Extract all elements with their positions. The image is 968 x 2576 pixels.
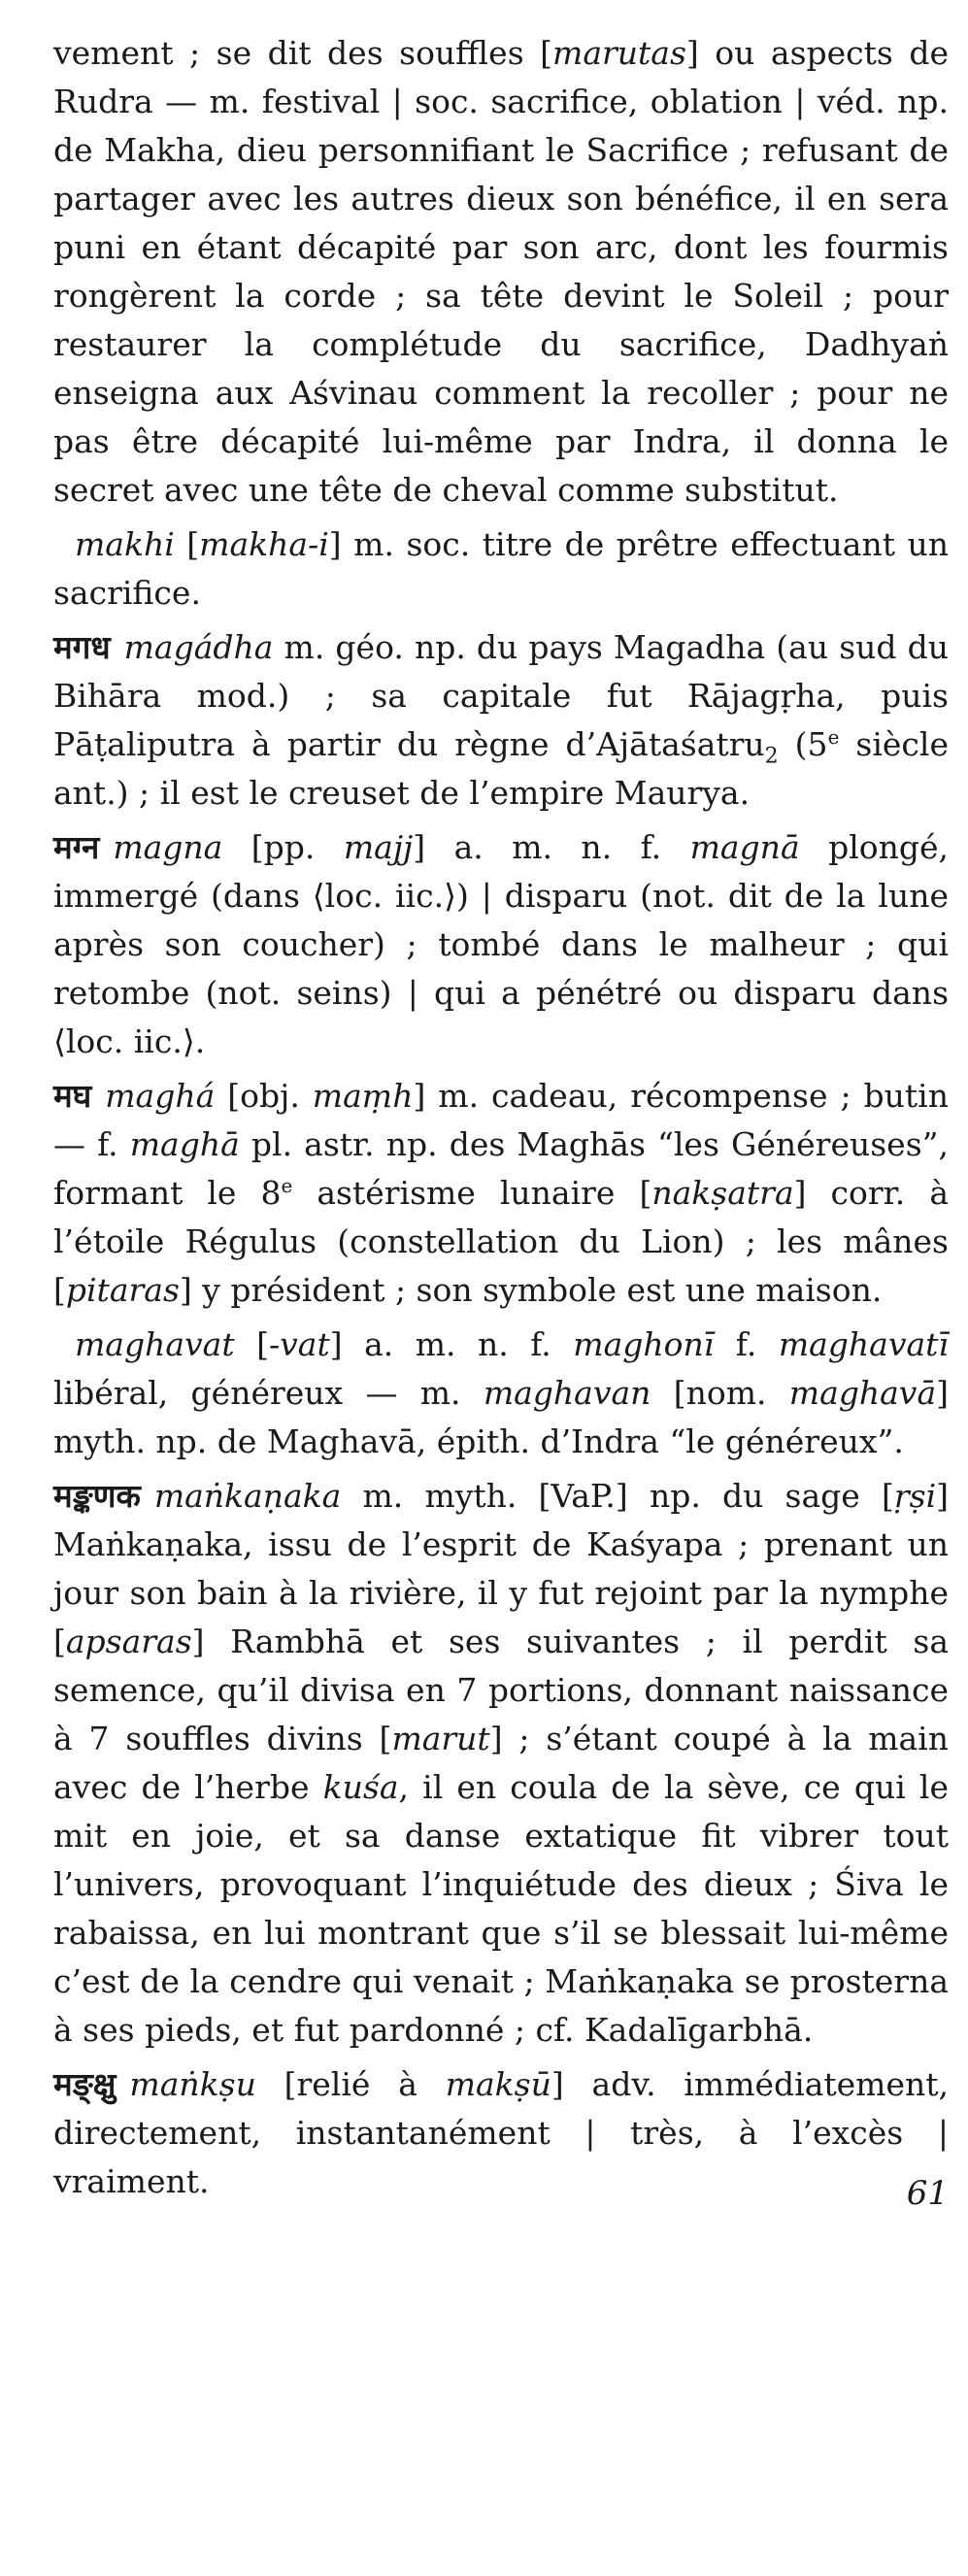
dictionary-entry-manksu — [53, 2060, 949, 2206]
entry-list — [53, 29, 949, 2206]
page-number: 61 — [906, 2174, 949, 2213]
devanagari-headword: मङ्क्षु — [53, 2065, 117, 2103]
dictionary-entry-magadha — [53, 623, 949, 818]
devanagari-headword: मघ — [53, 1077, 92, 1115]
dictionary-entry-maghavat — [53, 1321, 949, 1466]
entry-text: magádha m. géo. np. du pays Magadha (au sud du Bihāra mod.) ; sa capitale fut Rājagṛha, puis Pāṭaliputra à partir du règne d’Ajātaśatru$_2$ (5e siècle ant.) ; il est le creuset de l’empire Maurya. — [53, 628, 949, 812]
entry-text: maghá [obj. maṃh] m. cadeau, récompense ; butin — f. maghā pl. astr. np. des Maghās “les Généreuses”, formant le 8e astérisme lunaire [nakṣatra] corr. à l’étoile Régulus (constellation du Lion) ; les mânes [pitaras] y président ; son symbole est une maison. — [53, 1077, 949, 1309]
dictionary-page — [53, 29, 949, 2212]
dictionary-entry-makha-cont — [53, 29, 949, 515]
entry-text: maṅkaṇaka m. myth. [VaP.] np. du sage [ṛṣi] Maṅkaṇaka, issu de l’esprit de Kaśyapa ; prenant un jour son bain à la rivière, il y fut rejoint par la nymphe [apsaras] Rambhā et ses suivantes ; il perdit sa semence, qu’il divisa en 7 portions, donnant naissance à 7 souffles divins [marut] ; s’étant coupé à la main avec de l’herbe kuśa, il en coula de la sève, ce qui le mit en joie, et sa danse extatique fit vibrer tout l’univers, provoquant l’inquiétude des dieux ; Śiva le rabaissa, en lui montrant que s’il se blessait lui-même c’est de la cendre qui venait ; Maṅkaṇaka se prosterna à ses pieds, et fut pardonné ; cf. Kadalīgarbhā. — [53, 1477, 949, 2049]
entry-text: magna [pp. majj] a. m. n. f. magnā plongé, immergé (dans ⟨loc. iic.⟩) | disparu (not. dit de la lune après son coucher) ; tombé dans le malheur ; qui retombe (not. seins) | qui a pénétré ou disparu dans ⟨loc. iic.⟩. — [53, 828, 950, 1060]
entry-text: maghavat [-vat] a. m. n. f. maghonī f. maghavatī libéral, généreux — m. maghavan [nom. maghavā] myth. np. de Maghavā, épith. d’Indra “le généreux”. — [53, 1325, 949, 1460]
entry-text: maṅkṣu [relié à makṣū] adv. immédiatement, directement, instantanément | très, à l’excès | vraiment. — [53, 2065, 949, 2200]
entry-text: vement ; se dit des souffles [marutas] ou aspects de Rudra — m. festival | soc. sacrifice, oblation | véd. np. de Makha, dieu personnifiant le Sacrifice ; refusant de partager avec les autres dieux son bénéfice, il en sera puni en étant décapité par son arc, dont les fourmis rongèrent la corde ; sa tête devint le Soleil ; pour restaurer la complétude du sacrifice, Dadhyaṅ enseigna aux Aśvinau comment la recoller ; pour ne pas être décapité lui-même par Indra, il donna le secret avec une tête de cheval comme substitut. — [53, 34, 950, 509]
dictionary-entry-magna — [53, 823, 949, 1066]
entry-text: makhi [makha-i] m. soc. titre de prêtre effectuant un sacrifice. — [53, 525, 949, 612]
devanagari-headword: मग्न — [53, 828, 100, 866]
dictionary-entry-mankanaka — [53, 1472, 949, 2055]
dictionary-entry-magha — [53, 1072, 949, 1315]
devanagari-headword: मगध — [53, 628, 111, 666]
dictionary-entry-makhi — [53, 520, 949, 618]
devanagari-headword: मङ्कणक — [53, 1477, 141, 1515]
